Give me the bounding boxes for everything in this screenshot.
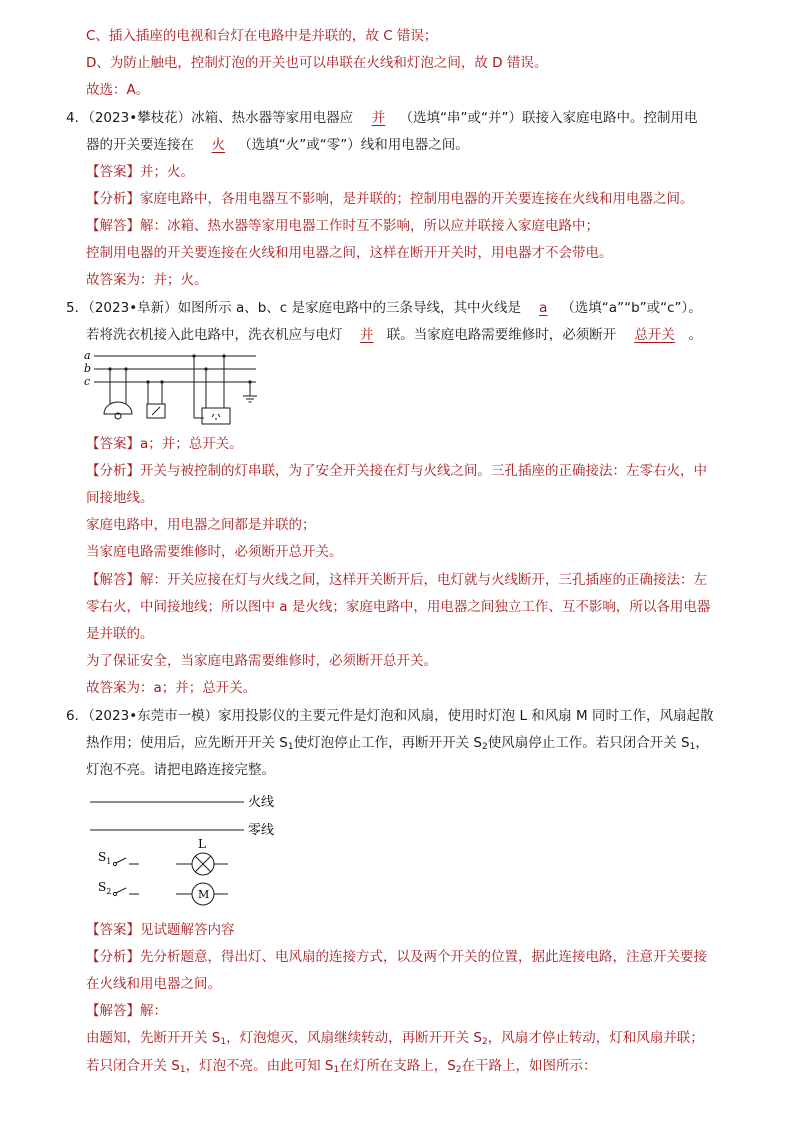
wire-label-c: c (84, 375, 91, 388)
text-line: D、为防止触电，控制灯泡的开关也可以串联在火线和灯泡之间，故 D 错误。 (86, 55, 548, 71)
answer-blank: 并 (371, 110, 386, 126)
solution-line: 若只闭合开关 $S_1$，灯泡不亮。由此可知 $S_1$在灯所在支路上，$S_2$在干路上，如图所示： (86, 1058, 597, 1075)
answer-blank: 火 (211, 137, 226, 153)
solution-line: 由题知，先断开开关 $S_1$，灯泡熄灭，风扇继续转动，再断开开关 $S_2$，风扇才停止转动，灯和风扇并联； (86, 1030, 704, 1047)
motor-label: M (198, 888, 210, 901)
text-line: 故选：A。 (86, 82, 150, 98)
answer-blank: a (539, 300, 548, 316)
question-5-stem: 5．（2023•阜新）如图所示 a、b、c 是家庭电路中的三条导线，其中火线是 a （选填“a”“b”或“c”）。 (66, 300, 702, 316)
analysis-line: 间接地线。 (86, 490, 154, 506)
solution-line: 【解答】解：冰箱、热水器等家用电器工作时互不影响，所以应并联接入家庭电路中； (86, 218, 599, 234)
lamp-label: L (198, 837, 206, 851)
question-number: 4． (66, 110, 89, 126)
live-wire-label: 火线 (248, 795, 275, 810)
text-line: C、插入插座的电视和台灯在电路中是并联的，故 C 错误； (86, 28, 438, 44)
wire-label-a: a (84, 349, 91, 362)
lamp-icon (104, 402, 132, 414)
answer-blank: 并 (360, 327, 374, 343)
household-circuit-figure (84, 348, 274, 430)
projector-circuit-figure (88, 788, 298, 910)
question-number: 6． (66, 708, 89, 724)
answer-line: 【答案】a；并；总开关。 (86, 436, 243, 452)
question-6-stem-cont: 热作用；使用后，应先断开开关 $S_1$使灯泡停止工作，再断开开关 $S_2$使风扇停止工作。若只闭合开关 $S_1$， (86, 735, 709, 752)
solution-line: 零右火，中间接地线；所以图中 a 是火线；家庭电路中，用电器之间独立工作、互不影响，所以各用电器 (86, 599, 711, 615)
analysis-line: 【分析】开关与被控制的灯串联，为了安全开关接在灯与火线之间。三孔插座的正确接法：左零右火，中 (86, 463, 707, 479)
question-4-stem: 4．（2023•攀枝花）冰箱、热水器等家用电器应 并 （选填“串”或“并”）联接入家庭电路中。控制用电 (66, 110, 698, 126)
answer-blank: 总开关 (634, 327, 675, 343)
answer-line: 【答案】见试题解答内容 (86, 922, 235, 938)
question-6-stem-cont: 灯泡不亮。请把电路连接完整。 (86, 762, 275, 778)
question-5-stem-cont: 若将洗衣机接入此电路中，洗衣机应与电灯 并 联。当家庭电路需要维修时，必须断开 总开关 。 (86, 327, 703, 343)
switch-s1-label: $S_1$ (98, 850, 112, 866)
question-number: 5． (66, 300, 89, 316)
final-answer: 故答案为：并；火。 (86, 272, 208, 288)
wire-label-b: b (84, 362, 92, 375)
analysis-line: 家庭电路中，用电器之间都是并联的； (86, 517, 316, 533)
solution-line: 为了保证安全，当家庭电路需要维修时，必须断开总开关。 (86, 653, 437, 669)
solution-line: 【解答】解：开关应接在灯与火线之间，这样开关断开后，电灯就与火线断开，三孔插座的正确接法：左 (86, 572, 707, 588)
solution-line: 【解答】解： (86, 1003, 167, 1019)
analysis-line: 【分析】先分析题意，得出灯、电风扇的连接方式，以及两个开关的位置，据此连接电路，注意开关要接 (86, 949, 707, 965)
analysis-line: 当家庭电路需要维修时，必须断开总开关。 (86, 544, 343, 560)
solution-line: 是并联的。 (86, 626, 154, 642)
solution-line: 控制用电器的开关要连接在火线和用电器之间，这样在断开开关时，用电器才不会带电。 (86, 245, 613, 261)
question-6-stem: 6．（2023•东莞市一模）家用投影仪的主要元件是灯泡和风扇，使用时灯泡 L 和风扇 M 同时工作，风扇起散 (66, 708, 714, 724)
question-4-stem-cont: 器的开关要连接在 火 （选填“火”或“零”）线和用电器之间。 (86, 137, 469, 153)
analysis-line: 在火线和用电器之间。 (86, 976, 221, 992)
three-pin-socket-icon (202, 408, 230, 424)
final-answer: 故答案为：a；并；总开关。 (86, 680, 257, 696)
analysis-line: 【分析】家庭电路中，各用电器互不影响，是并联的；控制用电器的开关要连接在火线和用电器之间。 (86, 191, 694, 207)
answer-line: 【答案】并；火。 (86, 164, 194, 180)
neutral-wire-label: 零线 (248, 823, 275, 838)
switch-s2-label: $S_2$ (98, 880, 112, 896)
